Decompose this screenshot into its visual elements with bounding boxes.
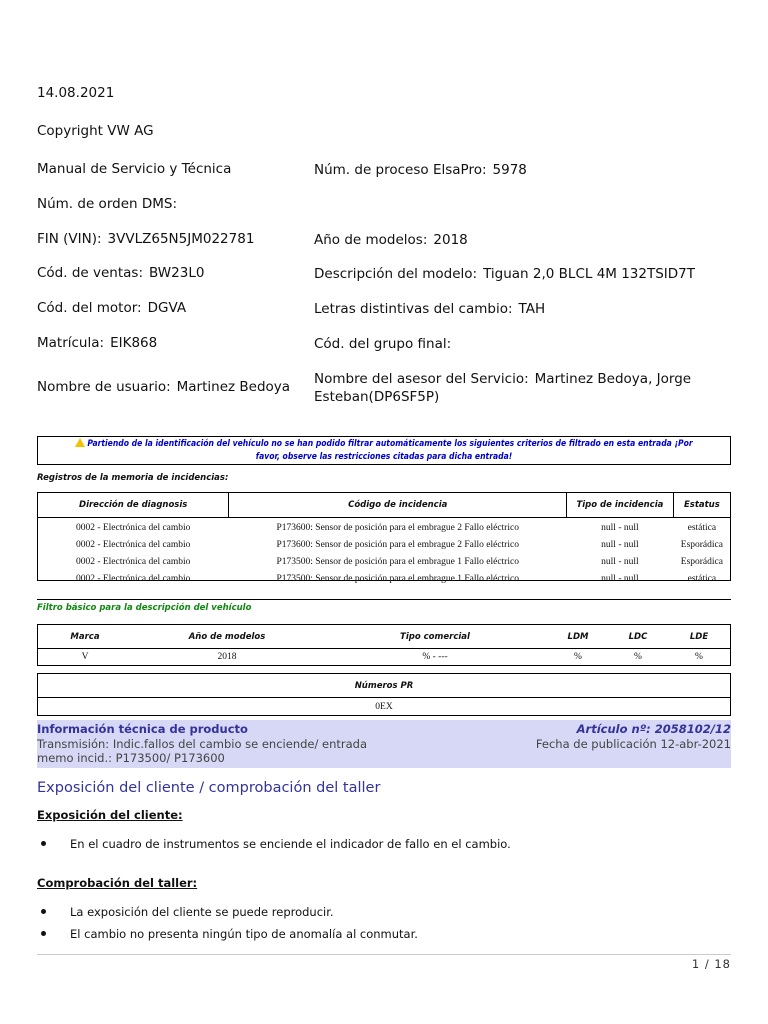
motor-field xyxy=(37,300,313,316)
cell-ano: 2018 xyxy=(217,652,237,662)
table-row xyxy=(38,649,730,665)
copyright: Copyright VW AG xyxy=(37,123,154,139)
col-header-ano: Año de modelos xyxy=(188,631,266,642)
list-item xyxy=(41,837,511,851)
col-header-lde: LDE xyxy=(689,631,709,642)
fin-label: FIN (VIN): xyxy=(37,231,102,247)
cell-ldm: % xyxy=(574,652,582,662)
proceso-value: 5978 xyxy=(492,162,527,178)
cell-codigo: P173600: Sensor de posición para el embrague 2 Fallo eléctrico xyxy=(276,522,519,533)
ventas-value: BW23L0 xyxy=(149,265,205,281)
motor-value: DGVA xyxy=(147,300,187,316)
cell-estatus: Esporádica xyxy=(680,556,723,567)
page-number: 1 / 18 xyxy=(691,957,731,971)
col-header-estatus: Estatus xyxy=(673,493,730,518)
proceso-field xyxy=(314,161,734,179)
col-header-direccion: Dirección de diagnosis xyxy=(38,493,229,518)
cell-estatus: estática xyxy=(687,573,717,584)
bullet-icon xyxy=(41,841,46,846)
cell-pr: 0EX xyxy=(375,701,393,712)
publication-date: Fecha de publicación 12-abr-2021 xyxy=(535,737,731,751)
filtro-title: Filtro básico para la descripción del vehículo xyxy=(37,603,252,613)
orden-label: Núm. de orden DMS: xyxy=(37,196,178,212)
warning-line-2: favor, observe las restricciones citadas para dicha entrada! xyxy=(255,452,513,462)
col-header-pr: Números PR xyxy=(354,680,414,691)
manual-title: Manual de Servicio y Técnica xyxy=(37,161,232,177)
cell-marca: V xyxy=(81,652,89,662)
product-info-title[interactable]: Información técnica de producto xyxy=(37,722,248,736)
grupo-label: Cód. del grupo final: xyxy=(314,336,452,352)
usuario-value: Martinez Bedoya xyxy=(176,379,291,395)
ventas-field xyxy=(37,265,313,281)
asesor-label: Nombre del asesor del Servicio: xyxy=(314,371,529,387)
list-item xyxy=(41,905,334,919)
section-heading: Exposición del cliente / comprobación del taller xyxy=(37,780,381,796)
col-header-tipo-comercial: Tipo comercial xyxy=(400,631,470,642)
table-row xyxy=(38,553,731,570)
table-row xyxy=(38,518,731,537)
cell-direccion: 0002 - Electrónica del cambio xyxy=(75,539,191,550)
comprobacion-title: Comprobación del taller: xyxy=(37,876,198,890)
asesor-field xyxy=(314,370,734,406)
warning-line-1: Partiendo de la identificación del vehículo no se han podido filtrar automáticamente los siguientes criterios de filtrado en esta entrada ¡Por xyxy=(87,439,693,449)
cell-codigo: P173600: Sensor de posición para el embrague 2 Fallo eléctrico xyxy=(276,539,519,550)
cell-ldc: % xyxy=(634,652,642,662)
usuario-label: Nombre de usuario: xyxy=(37,379,171,395)
matricula-field xyxy=(37,335,313,351)
table-row xyxy=(38,698,730,715)
article-number: Artículo nº: 2058102/12 xyxy=(576,722,731,736)
table-row xyxy=(38,536,731,553)
list-item-text: La exposición del cliente se puede reproducir. xyxy=(70,905,334,919)
proceso-label: Núm. de proceso ElsaPro: xyxy=(314,162,487,178)
fin-field xyxy=(37,231,313,247)
bullet-icon xyxy=(41,909,46,914)
incidencias-title: Registros de la memoria de incidencias: xyxy=(37,473,229,483)
col-header-marca: Marca xyxy=(70,631,100,642)
table-row xyxy=(38,570,731,587)
filter-warning xyxy=(37,436,731,465)
cell-lde: % xyxy=(695,652,703,662)
list-item-text: El cambio no presenta ningún tipo de anomalía al conmutar. xyxy=(70,927,418,941)
cell-tipo-comercial: % - --- xyxy=(422,652,448,662)
col-header-ldc: LDC xyxy=(628,631,648,642)
cell-tipo: null - null xyxy=(601,573,639,584)
bullet-icon xyxy=(41,931,46,936)
usuario-field xyxy=(37,379,313,395)
incidencias-header-row xyxy=(38,493,731,518)
cell-codigo: P173500: Sensor de posición para el embrague 1 Fallo eléctrico xyxy=(276,573,519,584)
product-info-band xyxy=(37,720,731,768)
col-header-ldm: LDM xyxy=(567,631,589,642)
ano-field xyxy=(314,231,734,249)
cell-direccion: 0002 - Electrónica del cambio xyxy=(75,522,191,533)
footer-divider xyxy=(37,954,731,955)
cell-estatus: Esporádica xyxy=(680,539,723,550)
pr-header-row xyxy=(38,674,730,698)
cambio-label: Letras distintivas del cambio: xyxy=(314,301,513,317)
motor-label: Cód. del motor: xyxy=(37,300,142,316)
pr-table xyxy=(37,673,731,716)
descripcion-field xyxy=(314,265,734,283)
cell-estatus: estática xyxy=(687,522,717,533)
exposicion-title: Exposición del cliente: xyxy=(37,808,183,822)
ventas-label: Cód. de ventas: xyxy=(37,265,144,281)
ano-label: Año de modelos: xyxy=(314,232,428,248)
cell-tipo: null - null xyxy=(601,522,639,533)
cell-codigo: P173500: Sensor de posición para el embrague 1 Fallo eléctrico xyxy=(276,556,519,567)
asesor-value: Martinez Bedoya, Jorge Esteban(DP6SF5P) xyxy=(314,371,692,405)
ano-value: 2018 xyxy=(433,232,468,248)
cell-direccion: 0002 - Electrónica del cambio xyxy=(75,556,191,567)
cell-direccion: 0002 - Electrónica del cambio xyxy=(75,573,191,584)
matricula-value: EIK868 xyxy=(110,335,158,351)
descripcion-label: Descripción del modelo: xyxy=(314,266,478,282)
cell-tipo: null - null xyxy=(601,556,639,567)
product-info-subtitle: Transmisión: Indic.fallos del cambio se enciende/ entrada memo incid.: P173500/ P173600 xyxy=(37,737,368,765)
fin-value: 3VVLZ65N5JM022781 xyxy=(107,231,255,247)
cambio-field xyxy=(314,300,734,318)
divider xyxy=(37,599,731,600)
date: 14.08.2021 xyxy=(37,85,115,101)
matricula-label: Matrícula: xyxy=(37,335,105,351)
list-item xyxy=(41,927,418,941)
col-header-tipo: Tipo de incidencia xyxy=(567,493,674,518)
descripcion-value: Tiguan 2,0 BLCL 4M 132TSID7T xyxy=(483,266,696,282)
filtro-header-row xyxy=(38,625,730,649)
warning-icon xyxy=(75,438,85,447)
incidencias-table xyxy=(37,492,731,587)
list-item-text: En el cuadro de instrumentos se enciende el indicador de fallo en el cambio. xyxy=(70,837,511,851)
filtro-table xyxy=(37,624,731,666)
col-header-codigo: Código de incidencia xyxy=(229,493,567,518)
cell-tipo: null - null xyxy=(601,539,639,550)
cambio-value: TAH xyxy=(518,301,546,317)
